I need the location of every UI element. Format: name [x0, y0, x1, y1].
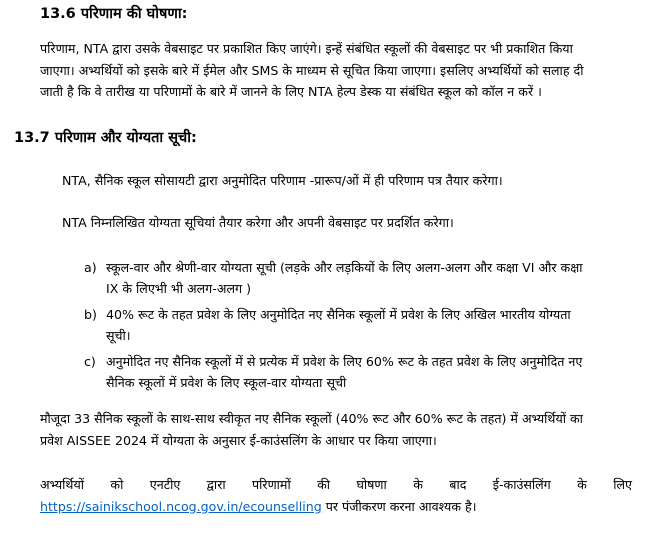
section-13-6-heading: 13.6 परिणाम की घोषणा: — [40, 6, 188, 22]
paragraph-line: NTA निम्नलिखित योग्यता सूचियां तैयार करेगा और अपनी वेबसाइट पर प्रदर्शित करेगा। — [62, 215, 454, 230]
paragraph-line: मौजूदा 33 सैनिक स्कूलों के साथ-साथ स्वीकृत नए सैनिक स्कूलों (40% रूट और 60% रूट के तहत) में अभ्यर्थियों का — [40, 411, 583, 426]
list-item — [84, 351, 644, 393]
paragraph-line-suffix: पर पंजीकरण करना आवश्यक है। — [321, 498, 477, 514]
list-item-line: अनुमोदित नए सैनिक स्कूलों में से प्रत्येक में प्रवेश के लिए 60% रूट के तहत प्रवेश के लिए अनुमोदित नए — [106, 354, 583, 369]
paragraph-line: प्रवेश AISSEE 2024 में योग्यता के अनुसार ई-काउंसलिंग के आधार पर किया जाएगा। — [40, 432, 437, 448]
ecounselling-link[interactable]: https://sainikschool.ncog.gov.in/ecounselling — [40, 498, 322, 514]
paragraph-line: NTA, सैनिक स्कूल सोसायटी द्वारा अनुमोदित परिणाम -प्रारूप/ओं में ही परिणाम पत्र तैयार करेगा। — [62, 173, 503, 188]
paragraph-line: अभ्यर्थियों को एनटीए द्वारा परिणामों की घोषणा के बाद ई-काउंसलिंग के लिए — [40, 477, 632, 492]
section-13-7-paragraph-4 — [40, 474, 632, 517]
list-marker: b) — [84, 307, 97, 322]
section-13-7-heading: 13.7 परिणाम और योग्यता सूची: — [14, 130, 197, 146]
list-marker: a) — [84, 260, 97, 275]
list-item-line: IX के लिएभी भी अलग-अलग ) — [106, 281, 251, 296]
list-item-line: 40% रूट के तहत प्रवेश के लिए अनुमोदित नए सैनिक स्कूलों में प्रवेश के लिए अखिल भारतीय योग्यता — [106, 307, 571, 322]
list-item — [84, 304, 644, 346]
paragraph-line: जाएगा। अभ्यर्थियों को इसके बारे में ईमेल और SMS के माध्यम से सूचित किया जाएगा। इसलिए अभ्यर्थियों को सलाह दी — [40, 62, 584, 78]
paragraph-line: परिणाम, NTA द्वारा उसके वेबसाइट पर प्रकाशित किए जाएंगे। इन्हें संबंधित स्कूलों की वेबसाइट पर भी प्रकाशित किया — [40, 41, 573, 56]
paragraph-line: जाती है कि वे तारीख या परिणामों के बारे में जानने के लिए NTA हेल्प डेस्क या संबंधित स्कूल को कॉल न करें । — [40, 84, 542, 99]
list-item-line: सूची। — [106, 328, 131, 343]
merit-list-items — [84, 257, 644, 398]
section-13-7-paragraph-1 — [62, 170, 642, 192]
section-13-7-paragraph-2 — [62, 212, 642, 234]
section-13-6-paragraph — [40, 38, 640, 103]
list-item — [84, 257, 644, 299]
list-item-line: स्कूल-वार और श्रेणी-वार योग्यता सूची (लड़के और लड़कियों के लिए अलग-अलग और कक्षा VI और कक्षा — [106, 260, 583, 275]
list-marker: c) — [84, 354, 96, 369]
paragraph-line — [40, 496, 632, 518]
section-13-7-paragraph-3 — [40, 408, 640, 451]
list-item-line: सैनिक स्कूलों में प्रवेश के लिए स्कूल-वार योग्यता सूची — [106, 375, 347, 390]
